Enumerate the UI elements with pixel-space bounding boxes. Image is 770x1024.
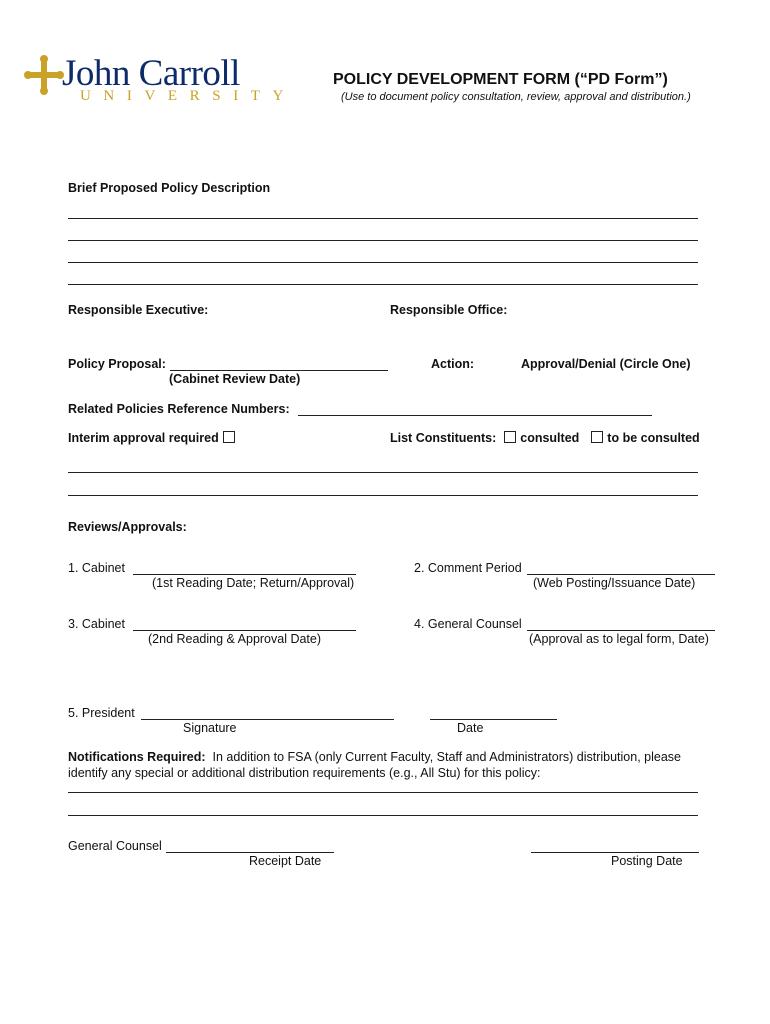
interim-approval-row xyxy=(68,431,239,445)
notifications-line-1 xyxy=(68,750,681,764)
consulted-label: consulted xyxy=(520,431,580,445)
cabinet-1-label: 1. Cabinet xyxy=(68,561,125,575)
to-be-consulted-label: to be consulted xyxy=(607,431,700,445)
notifications-label: Notifications Required: xyxy=(68,750,206,764)
cross-logo-icon xyxy=(24,55,64,95)
responsible-executive-label: Responsible Executive: xyxy=(68,303,209,317)
related-policies-label: Related Policies Reference Numbers: xyxy=(68,402,290,416)
comment-period-field[interactable] xyxy=(527,574,715,575)
footer-general-counsel-label: General Counsel xyxy=(68,839,162,853)
description-line-1[interactable] xyxy=(68,218,698,219)
president-date-note: Date xyxy=(457,721,484,735)
interim-approval-checkbox[interactable] xyxy=(223,431,235,443)
consulted-checkbox[interactable] xyxy=(504,431,516,443)
cabinet-1-field[interactable] xyxy=(133,574,356,575)
posting-date-field[interactable] xyxy=(531,852,699,853)
cabinet-2-label: 3. Cabinet xyxy=(68,617,125,631)
cabinet-1-note: (1st Reading Date; Return/Approval) xyxy=(152,576,355,590)
cabinet-2-field[interactable] xyxy=(133,630,356,631)
list-constituents-label: List Constituents: xyxy=(390,431,497,445)
to-be-consulted-checkbox[interactable] xyxy=(591,431,603,443)
receipt-date-note: Receipt Date xyxy=(249,854,322,868)
general-counsel-review-note: (Approval as to legal form, Date) xyxy=(529,632,709,646)
notifications-text-2: identify any special or additional distribution requirements (e.g., All Stu) for this policy: xyxy=(68,766,541,780)
related-policies-field[interactable] xyxy=(298,415,652,416)
policy-proposal-field[interactable] xyxy=(170,370,388,371)
president-label: 5. President xyxy=(68,706,135,720)
president-signature-field[interactable] xyxy=(141,719,394,720)
policy-proposal-label: Policy Proposal: xyxy=(68,357,166,371)
constituents-line-1[interactable] xyxy=(68,472,698,473)
constituents-line-2[interactable] xyxy=(68,495,698,496)
cabinet-review-date-note: (Cabinet Review Date) xyxy=(169,372,301,386)
interim-approval-label: Interim approval required xyxy=(68,431,219,445)
page-title: POLICY DEVELOPMENT FORM (“PD Form”) xyxy=(333,71,668,88)
notifications-text-1: In addition to FSA (only Current Faculty, Staff and Administrators) distribution, please xyxy=(212,750,681,764)
notifications-line-field-2[interactable] xyxy=(68,815,698,816)
logo-wordmark: John Carroll xyxy=(62,53,240,94)
comment-period-note: (Web Posting/Issuance Date) xyxy=(533,576,696,590)
description-label: Brief Proposed Policy Description xyxy=(68,181,271,195)
posting-date-note: Posting Date xyxy=(611,854,683,868)
general-counsel-review-label: 4. General Counsel xyxy=(414,617,522,631)
president-signature-note: Signature xyxy=(183,721,237,735)
receipt-date-field[interactable] xyxy=(166,852,334,853)
responsible-office-label: Responsible Office: xyxy=(390,303,508,317)
page-subtitle: (Use to document policy consultation, review, approval and distribution.) xyxy=(341,91,691,103)
cabinet-2-note: (2nd Reading & Approval Date) xyxy=(148,632,322,646)
description-line-4[interactable] xyxy=(68,284,698,285)
reviews-heading: Reviews/Approvals: xyxy=(68,520,187,534)
president-date-field[interactable] xyxy=(430,719,557,720)
comment-period-label: 2. Comment Period xyxy=(414,561,522,575)
action-label: Action: xyxy=(431,357,475,371)
constituents-row xyxy=(390,431,700,445)
general-counsel-review-field[interactable] xyxy=(527,630,715,631)
logo-university: UNIVERSITY xyxy=(80,88,296,104)
approval-denial-label: Approval/Denial (Circle One) xyxy=(521,357,691,371)
description-line-3[interactable] xyxy=(68,262,698,263)
notifications-line-field-1[interactable] xyxy=(68,792,698,793)
description-line-2[interactable] xyxy=(68,240,698,241)
